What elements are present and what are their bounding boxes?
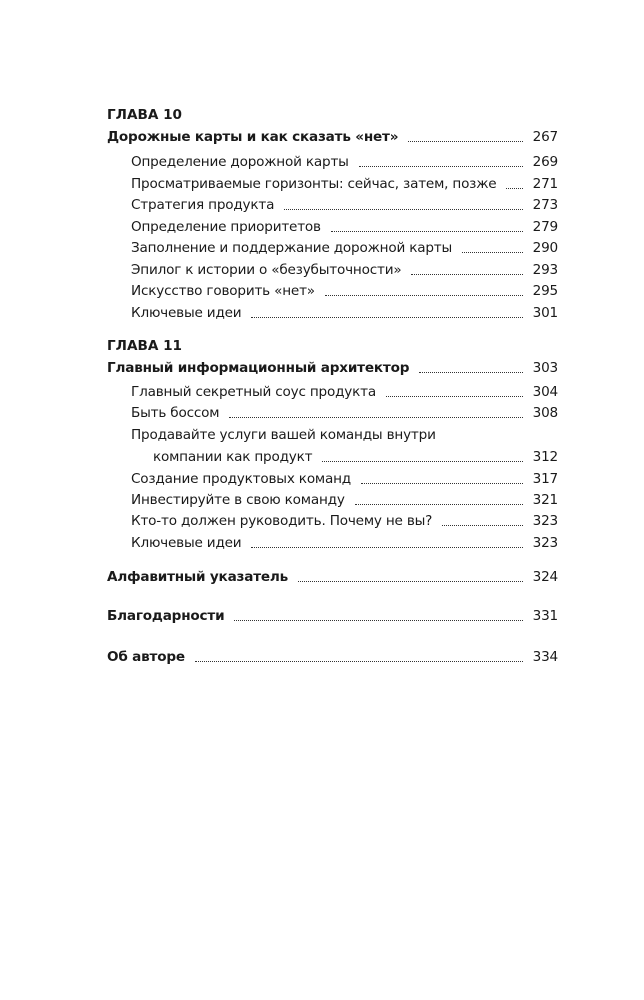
page-number: 295 [532,283,558,299]
toc-entry [131,533,558,553]
toc-entry [131,281,558,301]
leader-dots [359,166,523,167]
leader-dots [462,252,523,253]
toc-entry [131,238,558,258]
leader-dots [298,581,523,582]
toc-entry [131,152,558,172]
leader-dots [284,209,523,210]
entry-label: Ключевые идеи [131,305,242,321]
toc-entry [131,217,558,237]
entry-label: Определение дорожной карты [131,154,349,170]
page-number: 279 [532,219,558,235]
entry-label: Главный секретный соус продукта [131,384,376,400]
entry-label: Продавайте услуги вашей команды внутри [131,427,436,443]
entry-label: Просматриваемые горизонты: сейчас, затем, позже [131,176,497,192]
leader-dots [195,661,523,662]
chapter-heading: ГЛАВА 10 [107,107,183,123]
toc-entry [131,490,558,510]
page-number: 271 [532,176,558,192]
toc-entry [131,382,558,402]
page-number: 273 [532,197,558,213]
entry-label: Алфавитный указатель [107,569,289,585]
entry-label: Главный информационный архитектор [107,360,410,376]
leader-dots [361,483,523,484]
toc-entry-line2 [153,447,558,467]
back-matter-entry [107,606,558,626]
entry-label: Стратегия продукта [131,197,275,213]
entry-label: Инвестируйте в свою команду [131,492,345,508]
entry-label: Благодарности [107,608,225,624]
page-number: 321 [532,492,558,508]
page-number: 323 [532,535,558,551]
leader-dots [419,372,523,373]
page-number: 324 [532,569,558,585]
entry-label: Искусство говорить «нет» [131,283,315,299]
page-number: 303 [532,360,558,376]
back-matter-entry [107,567,558,587]
page-number: 312 [532,449,558,465]
page-number: 334 [532,649,558,665]
toc-entry [131,511,558,531]
entry-label: Дорожные карты и как сказать «нет» [107,129,399,145]
back-matter-entry [107,647,558,667]
leader-dots [408,141,523,142]
leader-dots [234,620,523,621]
entry-label: Ключевые идеи [131,535,242,551]
toc-entry [131,260,558,280]
entry-label-continued: компании как продукт [153,449,313,465]
leader-dots [325,295,523,296]
leader-dots [355,504,523,505]
leader-dots [229,417,523,418]
chapter-title-entry [107,358,558,378]
toc-entry [131,195,558,215]
toc-entry [131,403,558,423]
page-number: 308 [532,405,558,421]
page-number: 331 [532,608,558,624]
page-number: 304 [532,384,558,400]
entry-label: Определение приоритетов [131,219,321,235]
page-number: 323 [532,513,558,529]
leader-dots [386,396,523,397]
page-number: 301 [532,305,558,321]
entry-label: Быть боссом [131,405,220,421]
leader-dots [506,188,523,189]
toc-entry [131,303,558,323]
entry-label: Эпилог к истории о «безубыточности» [131,262,402,278]
entry-label: Заполнение и поддержание дорожной карты [131,240,453,256]
page-number: 269 [532,154,558,170]
chapter-heading: ГЛАВА 11 [107,338,183,354]
entry-label: Об авторе [107,649,185,665]
page-number: 267 [532,129,558,145]
chapter-title-entry [107,127,558,147]
page-number: 317 [532,471,558,487]
leader-dots [411,274,523,275]
toc-entry [131,469,558,489]
page-number: 293 [532,262,558,278]
leader-dots [251,547,523,548]
toc-entry [131,174,558,194]
entry-label: Кто-то должен руководить. Почему не вы? [131,513,433,529]
entry-label: Создание продуктовых команд [131,471,352,487]
leader-dots [322,461,523,462]
leader-dots [331,231,523,232]
leader-dots [442,525,523,526]
leader-dots [251,317,523,318]
toc-entry-line1 [131,425,558,445]
page-number: 290 [532,240,558,256]
